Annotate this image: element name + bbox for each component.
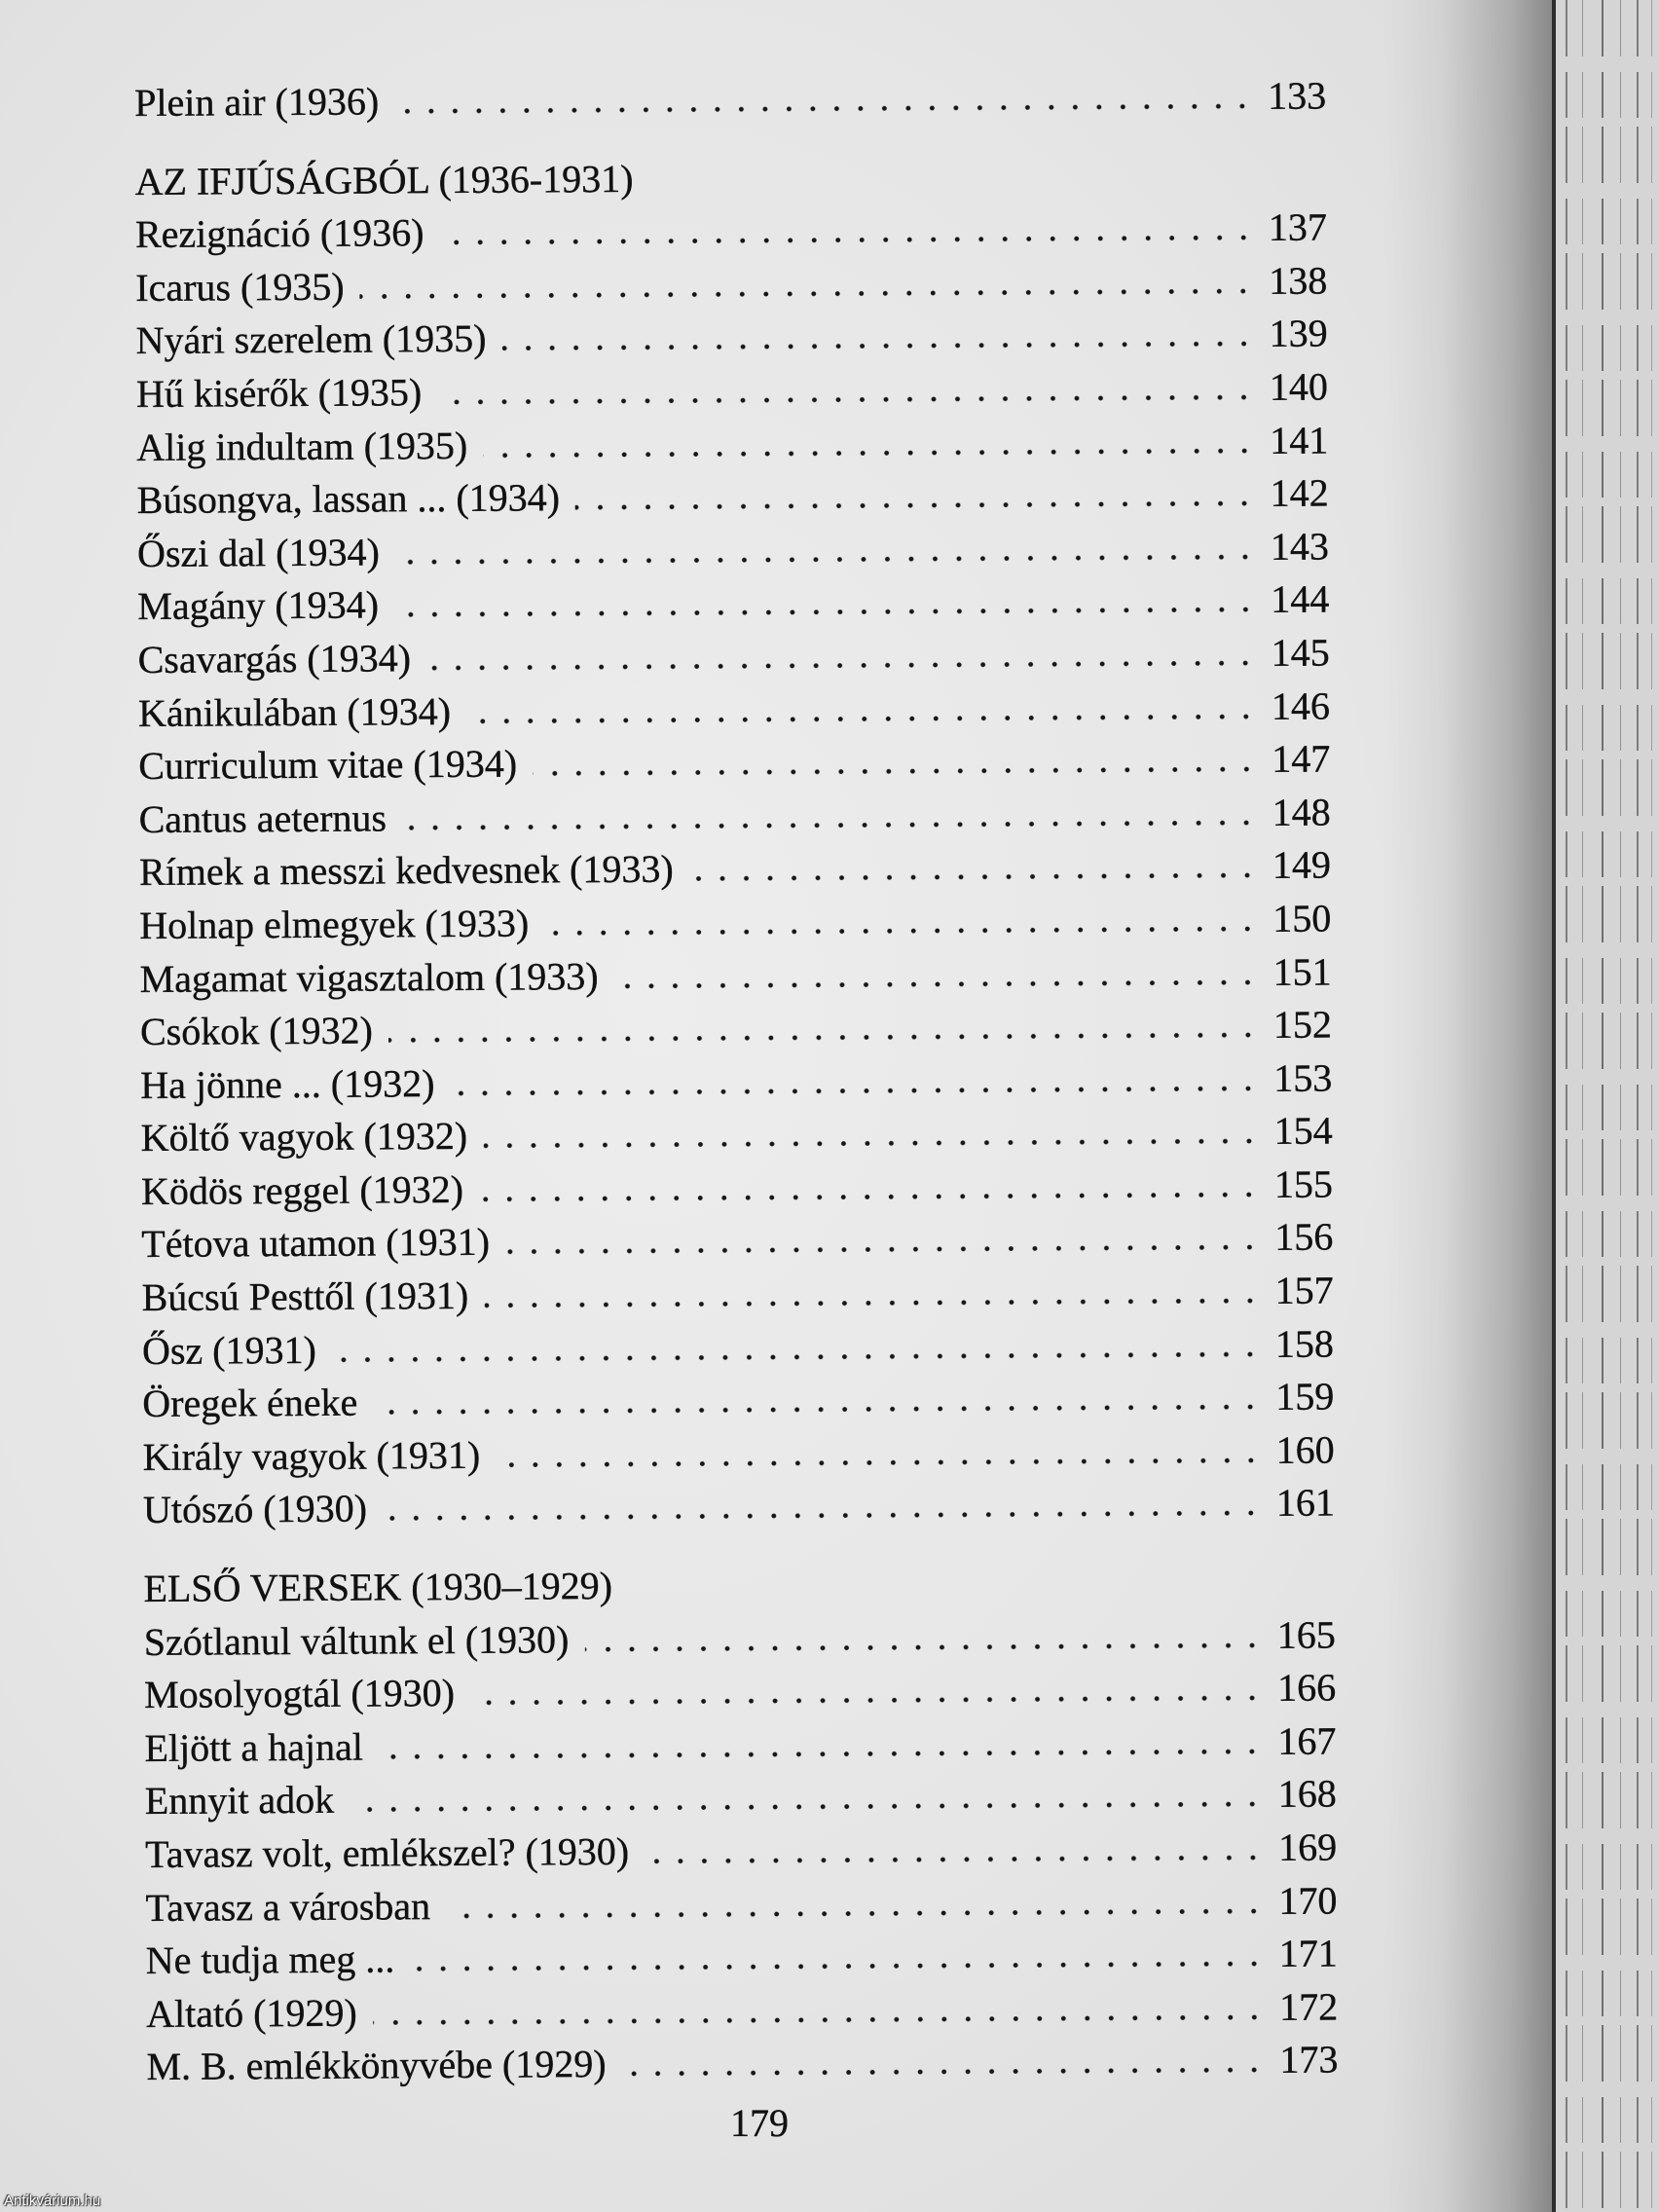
section-heading: AZ IFJÚSÁGBÓL (1936-1931) <box>134 156 634 203</box>
entry-title: Őszi dal (1934) <box>136 530 380 575</box>
entry-page-number: 133 <box>1268 73 1327 118</box>
entry-title: Ködös reggel (1932) <box>140 1166 464 1213</box>
toc-entry <box>135 202 1327 262</box>
dot-leader <box>388 1032 1260 1043</box>
entry-page-number: 139 <box>1269 311 1328 356</box>
entry-page-number: 160 <box>1275 1427 1335 1472</box>
entry-title: Szótlanul váltunk el (1930) <box>143 1616 570 1664</box>
entry-title: Ha jönne ... (1932) <box>140 1060 435 1107</box>
toc-entry <box>146 1980 1338 2041</box>
entry-title: Öregek éneke <box>142 1380 358 1426</box>
dot-leader <box>575 500 1257 510</box>
section-heading: ELSŐ VERSEK (1930–1929) <box>143 1564 613 1611</box>
entry-title: Ősz (1931) <box>141 1327 316 1373</box>
toc-entry <box>145 1768 1337 1828</box>
dot-leader <box>402 820 1259 830</box>
toc-entry <box>135 254 1327 314</box>
entry-page-number: 166 <box>1276 1665 1337 1711</box>
toc-entry <box>141 1158 1333 1218</box>
entry-page-number: 170 <box>1278 1878 1338 1923</box>
toc-entry <box>138 733 1330 793</box>
entry-title: Hű kisérők (1935) <box>135 370 423 416</box>
toc-entry <box>140 999 1332 1059</box>
dot-leader <box>484 1298 1261 1309</box>
entry-page-number: 165 <box>1276 1612 1336 1657</box>
toc-entry <box>141 1211 1333 1272</box>
entry-page-number: 152 <box>1272 1002 1333 1047</box>
toc-entry <box>142 1423 1334 1484</box>
entry-title: Curriculum vitae (1934) <box>138 741 518 789</box>
entry-page-number: 156 <box>1274 1214 1334 1260</box>
entry-title: Király vagyok (1931) <box>142 1432 481 1479</box>
dot-leader <box>394 607 1257 617</box>
entry-title: Mosolyogtál (1930) <box>144 1671 456 1717</box>
dot-leader <box>470 1695 1264 1706</box>
entry-page-number: 167 <box>1277 1718 1337 1763</box>
dot-leader <box>496 1457 1262 1468</box>
entry-page-number: 142 <box>1270 470 1329 516</box>
entry-page-number: 172 <box>1278 1984 1339 2029</box>
toc-entry <box>140 1105 1332 1165</box>
dot-leader <box>394 103 1254 114</box>
entry-title: Magány (1934) <box>137 582 380 629</box>
toc-entry <box>134 70 1326 130</box>
toc-entry <box>139 945 1331 1006</box>
entry-title: Tavasz volt, emlékszel? (1930) <box>145 1828 630 1876</box>
page-gutter-shadow <box>1382 0 1552 2212</box>
dot-leader <box>446 1908 1265 1919</box>
toc-entry <box>137 573 1329 634</box>
toc-entry <box>140 1051 1332 1112</box>
dot-leader <box>373 1404 1262 1416</box>
toc-entry <box>144 1608 1336 1669</box>
entry-page-number: 154 <box>1273 1108 1333 1154</box>
entry-page-number: 168 <box>1277 1771 1337 1817</box>
wood-surface <box>1556 0 1659 2212</box>
toc-entry <box>145 1821 1337 1881</box>
dot-leader <box>505 1244 1261 1255</box>
toc-entry <box>142 1317 1334 1378</box>
entry-page-number: 158 <box>1274 1321 1335 1366</box>
toc-entry <box>137 626 1329 686</box>
entry-page-number: 145 <box>1271 630 1330 675</box>
toc-entry <box>136 467 1328 528</box>
toc-entry <box>144 1662 1336 1722</box>
entry-page-number: 161 <box>1275 1480 1336 1526</box>
dot-leader <box>479 1192 1261 1202</box>
toc-entry <box>145 1874 1337 1935</box>
entry-page-number: 143 <box>1270 524 1330 569</box>
toc-entry <box>142 1371 1334 1431</box>
entry-title: M. B. emlékkönyvébe (1929) <box>146 2042 607 2089</box>
entry-title: Holnap elmegyek (1933) <box>139 901 530 947</box>
dot-leader <box>451 1086 1261 1096</box>
dot-leader <box>426 660 1258 671</box>
entry-page-number: 171 <box>1278 1931 1338 1976</box>
dot-leader <box>483 448 1256 459</box>
page-number: 179 <box>730 2101 789 2145</box>
entry-title: Altató (1929) <box>146 1990 357 2036</box>
entry-title: Csókok (1932) <box>139 1008 374 1054</box>
dot-leader <box>383 1510 1263 1522</box>
entry-title: Cantus aeternus <box>138 795 387 841</box>
entry-page-number: 173 <box>1279 2037 1339 2083</box>
dot-leader <box>410 1961 1266 1972</box>
dot-leader <box>544 926 1259 936</box>
entry-page-number: 149 <box>1272 842 1332 888</box>
entry-title: Eljött a hajnal <box>144 1724 363 1770</box>
entry-title: Rímek a messzi kedvesnek (1933) <box>138 846 674 895</box>
entry-title: Búcsú Pesttől (1931) <box>141 1272 469 1320</box>
entry-page-number: 155 <box>1273 1161 1334 1206</box>
toc-entry <box>136 360 1328 421</box>
dot-leader <box>622 2067 1267 2077</box>
dot-leader <box>584 1642 1263 1652</box>
entry-title: Magamat vigasztalom (1933) <box>139 953 599 1001</box>
entry-page-number: 150 <box>1272 896 1332 940</box>
entry-page-number: 147 <box>1272 736 1331 782</box>
dot-leader <box>440 235 1255 245</box>
entry-title: Csavargás (1934) <box>137 636 412 682</box>
entry-title: Búsongva, lassan ... (1934) <box>136 475 561 523</box>
toc-entry <box>136 414 1328 474</box>
entry-page-number: 140 <box>1269 364 1329 409</box>
entry-title: Ennyit adok <box>144 1778 335 1824</box>
toc-entry <box>146 2034 1338 2094</box>
entry-page-number: 137 <box>1268 204 1328 250</box>
entry-page-number: 169 <box>1277 1825 1338 1869</box>
dot-leader <box>645 1855 1265 1864</box>
entry-title: Icarus (1935) <box>135 264 345 310</box>
entry-title: Utószó (1930) <box>142 1487 368 1532</box>
entry-title: Tétova utamon (1931) <box>141 1220 491 1267</box>
dot-leader <box>689 872 1259 882</box>
dot-leader <box>466 713 1258 723</box>
entry-page-number: 151 <box>1272 949 1332 994</box>
dot-leader <box>379 1749 1265 1760</box>
entry-title: Költő vagyok (1932) <box>140 1114 468 1161</box>
dot-leader <box>373 2014 1266 2026</box>
dot-leader <box>360 288 1256 300</box>
dot-leader <box>533 766 1258 777</box>
entry-page-number: 144 <box>1271 576 1330 622</box>
entry-title: Ne tudja meg ... <box>145 1936 395 1983</box>
entry-page-number: 153 <box>1273 1055 1333 1100</box>
toc-entry <box>139 892 1331 952</box>
toc-entry <box>138 680 1330 740</box>
toc-section <box>143 1556 1338 2094</box>
toc-entry <box>135 308 1327 368</box>
entry-title: Kánikulában (1934) <box>137 688 452 735</box>
toc-entry <box>143 1477 1335 1537</box>
entry-page-number: 141 <box>1270 418 1329 462</box>
toc-section <box>134 148 1335 1537</box>
entry-page-number: 138 <box>1269 258 1328 303</box>
dot-leader <box>332 1351 1262 1363</box>
entry-page-number: 146 <box>1271 683 1331 728</box>
dot-leader <box>614 978 1260 988</box>
dot-leader <box>437 394 1256 405</box>
entry-title: Tavasz a városban <box>145 1883 431 1930</box>
entry-title: Rezignáció (1936) <box>134 210 424 257</box>
toc-entry <box>146 1928 1338 1988</box>
toc-entry <box>137 520 1329 580</box>
toc-entry <box>138 786 1330 846</box>
toc-entry <box>141 1265 1333 1325</box>
entry-page-number: 157 <box>1274 1268 1334 1312</box>
entry-title: Alig indultam (1935) <box>136 423 468 469</box>
dot-leader <box>395 554 1257 565</box>
table-of-contents <box>134 70 1339 2094</box>
watermark: Antikvárium.hu <box>4 2193 101 2209</box>
toc-entry <box>139 839 1331 900</box>
entry-page-number: 159 <box>1275 1374 1335 1419</box>
toc-section <box>134 70 1326 130</box>
dot-leader <box>350 1801 1265 1813</box>
entry-title: Plein air (1936) <box>134 79 380 125</box>
entry-title: Nyári szerelem (1935) <box>135 316 487 363</box>
entry-page-number: 148 <box>1272 790 1331 834</box>
dot-leader <box>502 341 1256 351</box>
dot-leader <box>483 1138 1261 1149</box>
toc-entry <box>144 1714 1336 1775</box>
